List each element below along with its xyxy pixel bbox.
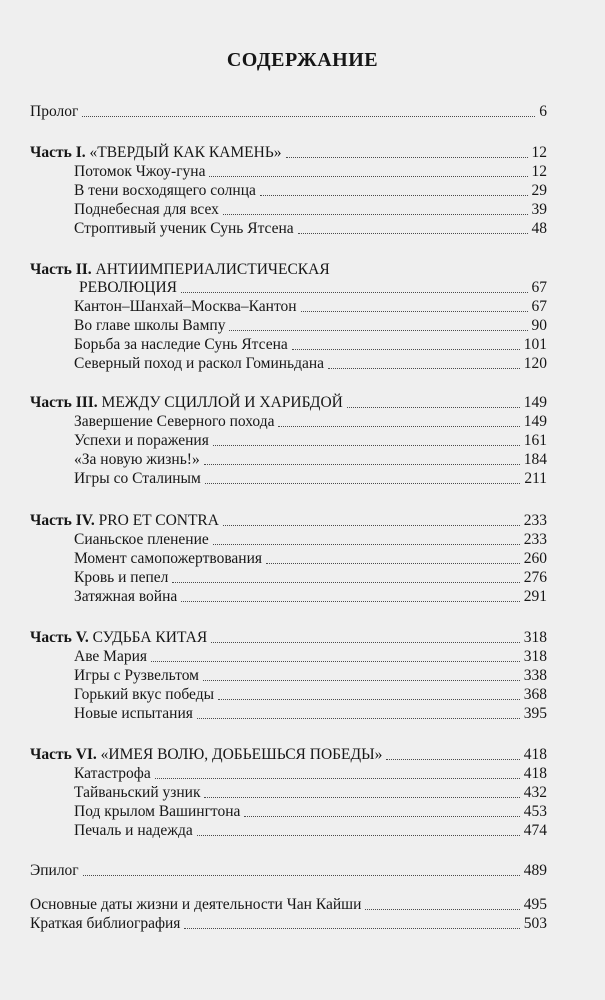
part-title-cont: РЕВОЛЮЦИЯ [79,279,178,296]
entry-page: 318 [523,629,547,646]
entry-label: Пролог [30,103,79,120]
toc-chapter[interactable] [74,469,547,489]
leader-dots [347,407,520,408]
entry-label: Кантон–Шанхай–Москва–Кантон [74,298,297,315]
toc-chapter[interactable] [74,549,547,569]
part-label: Часть II. [30,261,92,278]
toc-chapter[interactable] [74,685,547,705]
entry-label: Печаль и надежда [74,822,193,839]
leader-dots [286,157,528,158]
entry-label: Игры с Рузвельтом [74,667,199,684]
entry-label: Новые испытания [74,705,193,722]
entry-label: Катастрофа [74,765,151,782]
part-title: «ИМЕЯ ВОЛЮ, ДОБЬЕШЬСЯ ПОБЕДЫ» [100,746,383,763]
toc-chapter[interactable] [74,821,547,841]
toc-part-2-cont[interactable] [79,278,547,298]
entry-label: Аве Мария [74,648,148,665]
toc-chapter[interactable] [74,219,547,239]
part-title: СУДЬБА КИТАЯ [92,629,208,646]
leader-dots [155,778,520,779]
toc-part-5[interactable] [30,628,547,648]
entry-page: 368 [523,686,547,703]
entry-page: 149 [523,413,547,430]
entry-page: 338 [523,667,547,684]
entry-page: 12 [531,144,547,161]
toc-chapter[interactable] [74,568,547,588]
entry-label: Затяжная война [74,588,178,605]
leader-dots [184,928,519,929]
entry-page: 161 [523,432,547,449]
leader-dots [211,642,520,643]
entry-page: 12 [531,163,547,180]
leader-dots [213,544,520,545]
leader-dots [82,116,535,117]
toc-chapter[interactable] [74,587,547,607]
entry-label: Тайваньский узник [74,784,201,801]
entry-label: Эпилог [30,862,79,879]
leader-dots [244,816,519,817]
part-title: PRO ET CONTRA [98,512,219,529]
toc-chapter[interactable] [74,335,547,355]
leader-dots [223,525,520,526]
toc-chapter[interactable] [74,783,547,803]
part-title: АНТИИМПЕРИАЛИСТИЧЕСКАЯ [95,261,330,278]
entry-label: «За новую жизнь!» [74,451,200,468]
leader-dots [298,233,528,234]
toc-part-2[interactable] [30,260,547,280]
toc-entry-prolog[interactable] [30,102,547,122]
entry-page: 90 [531,317,547,334]
entry-page: 495 [523,896,547,913]
entry-label: Северный поход и раскол Гоминьдана [74,355,325,372]
toc-chapter[interactable] [74,412,547,432]
leader-dots [172,582,519,583]
leader-dots [229,330,527,331]
entry-page: 276 [523,569,547,586]
page-title: СОДЕРЖАНИЕ [226,49,379,71]
toc-chapter[interactable] [74,200,547,220]
leader-dots [197,718,520,719]
entry-page: 233 [523,531,547,548]
leader-dots [203,680,520,681]
toc-entry-epilog[interactable] [30,861,547,881]
entry-page: 67 [531,298,547,315]
toc-part-4[interactable] [30,511,547,531]
leader-dots [301,311,528,312]
entry-page: 432 [523,784,547,801]
entry-page: 101 [523,336,547,353]
toc-part-6[interactable] [30,745,547,765]
entry-page: 318 [523,648,547,665]
entry-page: 120 [523,355,547,372]
entry-page: 489 [523,862,547,879]
entry-label: Успехи и поражения [74,432,209,449]
toc-entry-dates[interactable] [30,895,547,915]
toc-chapter[interactable] [74,666,547,686]
entry-label: Завершение Северного похода [74,413,275,430]
entry-page: 211 [524,470,547,487]
leader-dots [181,292,527,293]
toc-chapter[interactable] [74,162,547,182]
toc-chapter[interactable] [74,431,547,451]
toc-chapter[interactable] [74,764,547,784]
entry-page: 149 [523,394,547,411]
entry-label: Игры со Сталиным [74,470,201,487]
leader-dots [204,464,520,465]
entry-page: 474 [523,822,547,839]
leader-dots [365,909,519,910]
entry-page: 233 [523,512,547,529]
entry-label: Потомок Чжоу-гуна [74,163,206,180]
leader-dots [151,661,520,662]
entry-label: Во главе школы Вампу [74,317,226,334]
entry-label: Сианьское пленение [74,531,209,548]
leader-dots [209,176,527,177]
leader-dots [218,699,520,700]
entry-label: Краткая библиография [30,915,181,932]
part-label: Часть I. [30,144,86,161]
toc-entry-bibliography[interactable] [30,914,547,934]
toc-chapter[interactable] [74,704,547,724]
toc-chapter[interactable] [74,530,547,550]
leader-dots [205,483,521,484]
part-title: МЕЖДУ СЦИЛЛОЙ И ХАРИБДОЙ [101,394,343,411]
toc-part-1[interactable] [30,143,547,163]
leader-dots [181,601,519,602]
part-title: «ТВЕРДЫЙ КАК КАМЕНЬ» [89,144,282,161]
entry-page: 29 [531,182,547,199]
entry-page: 184 [523,451,547,468]
part-label: Часть V. [30,629,89,646]
toc-part-3[interactable] [30,393,547,413]
leader-dots [204,797,519,798]
entry-label: Горький вкус победы [74,686,214,703]
entry-label: Основные даты жизни и деятельности Чан Кайши [30,896,362,913]
leader-dots [292,349,520,350]
toc-chapter[interactable] [74,450,547,470]
leader-dots [386,759,519,760]
entry-page: 39 [531,201,547,218]
entry-label: Момент самопожертвования [74,550,263,567]
leader-dots [266,563,520,564]
entry-page: 503 [523,915,547,932]
entry-page: 67 [531,279,547,296]
toc-chapter[interactable] [74,354,547,374]
leader-dots [213,445,520,446]
leader-dots [328,368,520,369]
leader-dots [223,214,528,215]
toc-chapter[interactable] [74,181,547,201]
toc-chapter[interactable] [74,316,547,336]
entry-label: Борьба за наследие Сунь Ятсена [74,336,288,353]
toc-chapter[interactable] [74,802,547,822]
entry-label: В тени восходящего солнца [74,182,256,199]
leader-dots [83,875,520,876]
entry-page: 395 [523,705,547,722]
entry-page: 48 [531,220,547,237]
part-label: Часть III. [30,394,98,411]
toc-chapter[interactable] [74,297,547,317]
part-label: Часть VI. [30,746,97,763]
leader-dots [278,426,519,427]
entry-page: 453 [523,803,547,820]
part-label: Часть IV. [30,512,95,529]
entry-label: Строптивый ученик Сунь Ятсена [74,220,294,237]
entry-page: 418 [523,746,547,763]
leader-dots [197,835,520,836]
entry-label: Кровь и пепел [74,569,169,586]
entry-label: Поднебесная для всех [74,201,219,218]
toc-chapter[interactable] [74,647,547,667]
entry-page: 418 [523,765,547,782]
entry-label: Под крылом Вашингтона [74,803,241,820]
entry-page: 291 [523,588,547,605]
entry-page: 260 [523,550,547,567]
entry-page: 6 [539,103,547,120]
leader-dots [260,195,528,196]
